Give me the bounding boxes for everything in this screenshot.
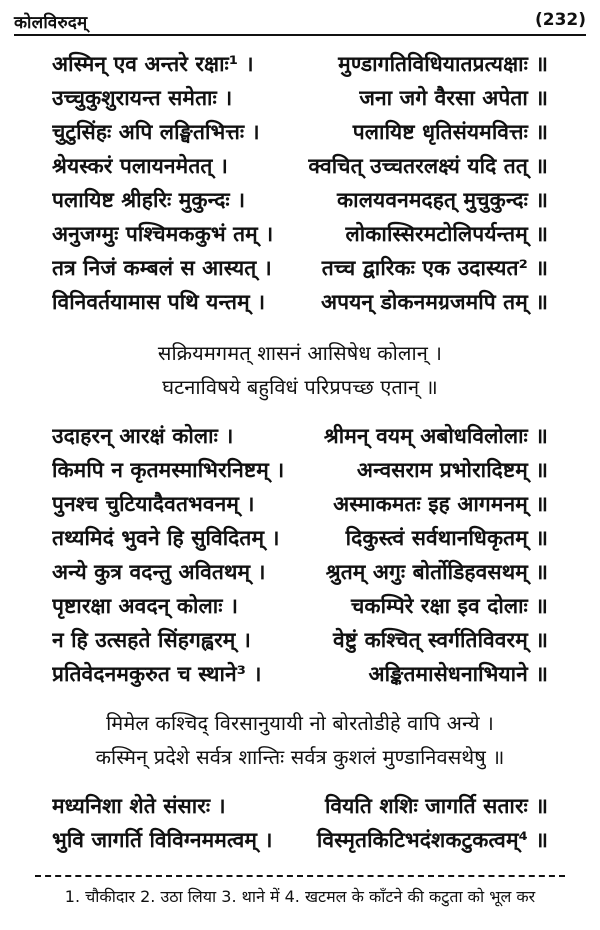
verse-line bbox=[52, 81, 548, 115]
verse-half-b: श्रीमन् वयम् अबोधविलोलाः ॥ bbox=[323, 424, 548, 448]
verse-line bbox=[52, 251, 548, 285]
verse-half-a: तथ्यमिदं भुवने हि सुविदितम् । bbox=[52, 526, 280, 550]
verse-half-a: उच्चुकुशुरायन्त समेताः । bbox=[52, 86, 233, 110]
verse-line bbox=[52, 453, 548, 487]
verse-half-a: प्रतिवेदनमकुरुत च स्थाने³ । bbox=[52, 662, 262, 686]
verse-half-b: पलायिष्ट धृतिसंयमवित्तः ॥ bbox=[352, 120, 548, 144]
verse-half-a: अन्ये कुत्र वदन्तु अवितथम् । bbox=[52, 560, 266, 584]
verse-line bbox=[52, 217, 548, 251]
verse-half-b: अङ्कितमासेधनाभियाने ॥ bbox=[368, 662, 548, 686]
verse-line bbox=[52, 555, 548, 589]
verse-half-a: अनुजग्मुः पश्चिमककुभं तम् । bbox=[52, 222, 274, 246]
verse-line bbox=[52, 521, 548, 555]
verse-line bbox=[52, 149, 548, 183]
verse-half-a: पृष्टारक्षा अवदन् कोलाः । bbox=[52, 594, 239, 618]
verse-half-a: विनिवर्तयामास पथि यन्तम् । bbox=[52, 290, 266, 314]
centered-verse-line: मिमेल कश्चिद् विरसानुयायी नो बोरतोडीहे वापि अन्ये । bbox=[106, 711, 494, 735]
verse-line bbox=[52, 115, 548, 149]
stanza-1 bbox=[52, 47, 548, 319]
verse-half-b: मुण्डागतिविधियातप्रत्यक्षाः ॥ bbox=[338, 52, 548, 76]
verse-half-b: विस्मृतकिटिभदंशकटुकत्वम्⁴ ॥ bbox=[316, 828, 548, 852]
verse-half-a: तत्र निजं कम्बलं स आस्यत् । bbox=[52, 256, 272, 280]
verse-half-b: कालयवनमदहत् मुचुकुन्दः ॥ bbox=[337, 188, 548, 212]
verse-half-a: मध्यनिशा शेते संसारः । bbox=[52, 794, 226, 818]
verse-half-b: लोकास्सिरमटोलिपर्यन्तम् ॥ bbox=[345, 222, 548, 246]
verse-half-a: पुनश्च चुटियादैवतभवनम् । bbox=[52, 492, 255, 516]
verse-line bbox=[52, 823, 548, 857]
header-rule bbox=[14, 34, 586, 36]
centered-verse-line: सक्रियमगमत् शासनं आसिषेध कोलान् । bbox=[157, 341, 443, 365]
verse-line bbox=[52, 285, 548, 319]
verse-half-b: वेष्टुं कश्चित् स्वर्गतिविवरम् ॥ bbox=[333, 628, 548, 652]
verse-half-b: वियति शशिः जागर्ति सतारः ॥ bbox=[324, 794, 548, 818]
centered-verse-2 bbox=[0, 706, 600, 774]
running-title: कोलविरुदम् bbox=[14, 13, 88, 33]
centered-verse-1 bbox=[0, 336, 600, 404]
stanza-3 bbox=[52, 789, 548, 857]
verse-half-a: पलायिष्ट श्रीहरिः मुकुन्दः । bbox=[52, 188, 246, 212]
verse-half-a: भुवि जागर्ति विविग्नममत्वम् । bbox=[52, 828, 273, 852]
verse-line bbox=[52, 487, 548, 521]
verse-half-b: तच्च द्वारिकः एक उदास्यत² ॥ bbox=[321, 256, 548, 280]
verse-half-a: अस्मिन् एव अन्तरे रक्षाः¹ । bbox=[52, 52, 254, 76]
stanza-2 bbox=[52, 419, 548, 691]
footnote: 1. चौकीदार 2. उठा लिया 3. थाने में 4. खटमल के काँटने की कटुता को भूल कर bbox=[64, 887, 536, 906]
verse-half-b: श्रुतम् अगुः बोर्तोडिहवसथम् ॥ bbox=[325, 560, 548, 584]
verse-half-b: जना जगे वैरसा अपेता ॥ bbox=[359, 86, 548, 110]
verse-half-b: अपयन् डोकनमग्रजमपि तम् ॥ bbox=[320, 290, 548, 314]
verse-line bbox=[52, 419, 548, 453]
verse-line bbox=[52, 47, 548, 81]
footnote-divider bbox=[35, 875, 565, 877]
verse-half-a: उदाहरन् आरक्षं कोलाः । bbox=[52, 424, 234, 448]
verse-line bbox=[52, 183, 548, 217]
verse-half-b: क्वचित् उच्चतरलक्ष्यं यदि तत् ॥ bbox=[308, 154, 548, 178]
centered-verse-line: घटनाविषये बहुविधं परिप्रपच्छ एतान् ॥ bbox=[162, 375, 438, 399]
verse-half-a: न हि उत्सहते सिंहगह्वरम् । bbox=[52, 628, 251, 652]
verse-line bbox=[52, 657, 548, 691]
verse-half-a: चुटुसिंहः अपि लङ्घितभित्तः । bbox=[52, 120, 260, 144]
verse-half-b: चकम्पिरे रक्षा इव दोलाः ॥ bbox=[350, 594, 548, 618]
verse-line bbox=[52, 789, 548, 823]
page-number: (232) bbox=[534, 10, 586, 30]
verse-half-b: अस्माकमतः इह आगमनम् ॥ bbox=[333, 492, 548, 516]
verse-line bbox=[52, 589, 548, 623]
verse-half-a: किमपि न कृतमस्माभिरनिष्टम् । bbox=[52, 458, 285, 482]
page-header bbox=[14, 10, 586, 38]
verse-half-b: दिकुस्त्वं सर्वथानधिकृतम् ॥ bbox=[345, 526, 548, 550]
verse-line bbox=[52, 623, 548, 657]
verse-half-a: श्रेयस्करं पलायनमेतत् । bbox=[52, 154, 228, 178]
verse-half-b: अन्वसराम प्रभोरादिष्टम् ॥ bbox=[356, 458, 548, 482]
centered-verse-line: कस्मिन् प्रदेशे सर्वत्र शान्तिः सर्वत्र कुशलं मुण्डानिवसथेषु ॥ bbox=[95, 745, 505, 769]
